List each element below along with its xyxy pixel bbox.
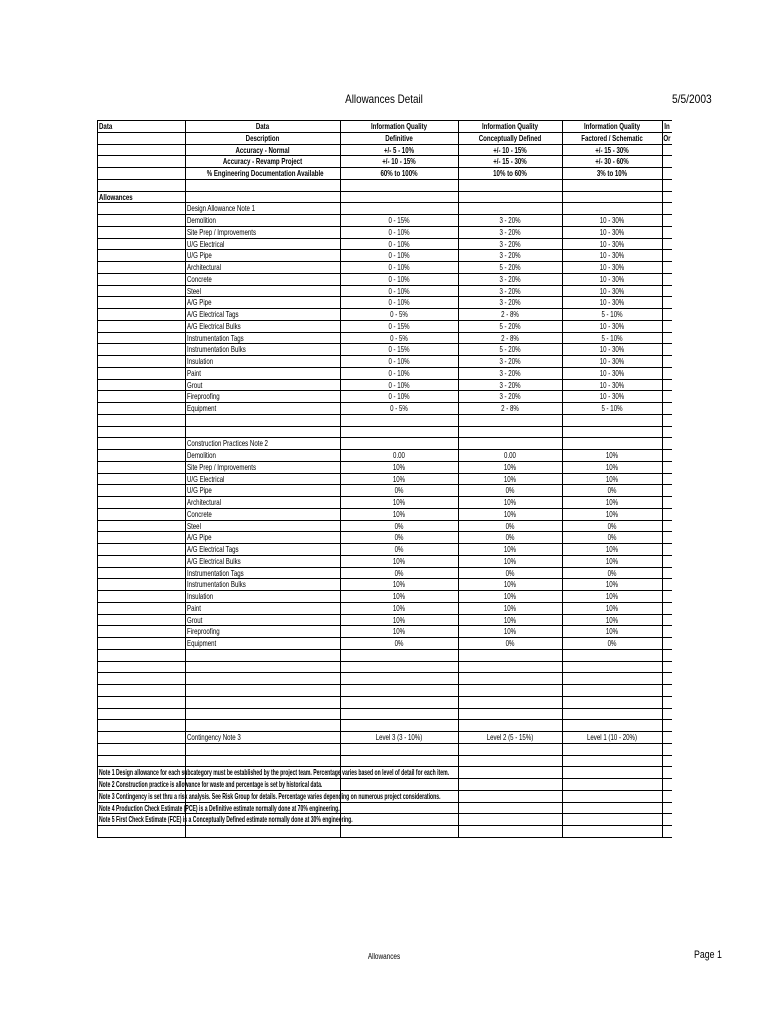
practice-row-conceptual: 10%	[503, 508, 517, 519]
header-cell: Or	[663, 132, 671, 143]
contingency-conceptual: Level 2 (5 - 15%)	[486, 732, 534, 742]
design-row-definitive: 0 - 5%	[390, 403, 408, 413]
header-cell: Accuracy - Revamp Project	[222, 156, 303, 167]
header-cell: +/- 15 - 30%	[493, 156, 527, 167]
practice-row-item: Architectural	[187, 497, 222, 507]
practice-row-conceptual: 0%	[505, 485, 515, 496]
practice-row-conceptual: 0.00	[504, 450, 516, 460]
header-cell: +/- 30 - 60%	[595, 156, 629, 167]
design-row-conceptual: 3 - 20%	[499, 238, 521, 249]
design-row-item: A/G Electrical Tags	[187, 309, 239, 319]
practice-row-item: Concrete	[187, 508, 212, 519]
practice-row-definitive: 0%	[394, 485, 404, 496]
design-row-factored: 10 - 30%	[599, 285, 625, 296]
practice-row-factored: 10%	[605, 450, 619, 460]
design-row-conceptual: 2 - 8%	[501, 309, 519, 319]
design-allowance-title: Design Allowance Note 1	[187, 203, 256, 214]
design-row-factored: 10 - 30%	[599, 344, 625, 355]
design-row-definitive: 0 - 15%	[388, 344, 410, 355]
practice-row-conceptual: 10%	[503, 626, 517, 637]
practice-row-item: A/G Electrical Tags	[187, 544, 239, 554]
design-row-item: Instrumentation Tags	[187, 332, 244, 343]
design-row-definitive: 0 - 10%	[388, 262, 410, 272]
practice-row-item: U/G Pipe	[187, 485, 212, 496]
design-row-definitive: 0 - 5%	[390, 309, 408, 319]
grid-row-line	[97, 696, 672, 697]
design-row-factored: 10 - 30%	[599, 379, 625, 390]
practice-row-factored: 10%	[605, 497, 619, 507]
contingency-definitive: Level 3 (3 - 10%)	[375, 732, 423, 742]
design-row-factored: 10 - 30%	[599, 367, 625, 378]
practice-row-factored: 0%	[607, 520, 617, 531]
design-row-factored: 10 - 30%	[599, 297, 625, 308]
design-row-definitive: 0 - 10%	[388, 226, 410, 237]
header-cell: Description	[245, 132, 280, 143]
design-row-conceptual: 3 - 20%	[499, 285, 521, 296]
practice-row-factored: 0%	[607, 485, 617, 496]
practice-row-definitive: 0.00	[393, 450, 405, 460]
practice-row-item: Equipment	[187, 638, 217, 648]
practice-row-factored: 10%	[605, 602, 619, 613]
design-row-item: Steel	[187, 285, 201, 296]
practice-row-definitive: 10%	[392, 591, 406, 601]
footnote: Note 1 Design allowance for each subcategory must be established by the project team. Percentage varies based on level of detail for each item.	[99, 767, 450, 778]
practice-row-conceptual: 0%	[505, 638, 515, 648]
design-row-factored: 10 - 30%	[599, 250, 625, 261]
design-row-definitive: 0 - 10%	[388, 285, 410, 296]
grid-row-line	[97, 179, 672, 180]
design-row-item: Instrumentation Bulks	[187, 344, 246, 355]
header-cell: 60% to 100%	[380, 168, 418, 178]
construction-practices-title: Construction Practices Note 2	[187, 438, 268, 449]
header-cell: +/- 5 - 10%	[383, 144, 415, 155]
grid-row-line	[97, 649, 672, 650]
practice-row-item: U/G Electrical	[187, 473, 225, 484]
design-row-item: Paint	[187, 367, 201, 378]
design-row-item: A/G Electrical Bulks	[187, 320, 241, 331]
practice-row-definitive: 10%	[392, 626, 406, 637]
design-row-conceptual: 3 - 20%	[499, 273, 521, 284]
practice-row-conceptual: 10%	[503, 614, 517, 625]
design-row-conceptual: 5 - 20%	[499, 344, 521, 355]
design-row-item: U/G Pipe	[187, 250, 212, 261]
practice-row-definitive: 10%	[392, 602, 406, 613]
design-row-factored: 10 - 30%	[599, 215, 625, 225]
header-cell: Data	[99, 121, 113, 131]
practice-row-conceptual: 10%	[503, 579, 517, 590]
practice-row-item: Fireproofing	[187, 626, 220, 637]
practice-row-item: Site Prep / Improvements	[187, 461, 257, 472]
header-cell: % Engineering Documentation Available	[206, 168, 324, 178]
grid-row-line	[97, 426, 672, 427]
practice-row-factored: 10%	[605, 544, 619, 554]
design-row-definitive: 0 - 10%	[388, 273, 410, 284]
practice-row-item: Insulation	[187, 591, 214, 601]
header-cell: 10% to 60%	[493, 168, 527, 178]
grid-row-line	[97, 672, 672, 673]
practice-row-conceptual: 10%	[503, 602, 517, 613]
design-row-conceptual: 3 - 20%	[499, 379, 521, 390]
grid-column-line	[97, 120, 98, 837]
design-row-conceptual: 3 - 20%	[499, 226, 521, 237]
section-label-allowances: Allowances	[99, 191, 133, 202]
header-cell: +/- 10 - 15%	[382, 156, 416, 167]
design-row-definitive: 0 - 10%	[388, 297, 410, 308]
practice-row-conceptual: 10%	[503, 544, 517, 554]
design-row-conceptual: 3 - 20%	[499, 356, 521, 366]
grid-row-line	[97, 661, 672, 662]
design-row-definitive: 0 - 10%	[388, 356, 410, 366]
page-title: Allowances Detail	[345, 92, 423, 106]
grid-row-line	[97, 202, 672, 203]
header-cell: Information Quality	[370, 121, 428, 131]
grid-row-line	[97, 414, 672, 415]
practice-row-factored: 10%	[605, 591, 619, 601]
practice-row-factored: 10%	[605, 461, 619, 472]
design-row-factored: 5 - 10%	[601, 309, 623, 319]
design-row-factored: 10 - 30%	[599, 273, 625, 284]
design-row-conceptual: 3 - 20%	[499, 250, 521, 261]
footnote: Note 4 Production Check Estimate (PCE) is a Definitive estimate normally done at 70% engineering.	[99, 802, 340, 813]
practice-row-definitive: 0%	[394, 567, 404, 578]
design-row-definitive: 0 - 15%	[388, 215, 410, 225]
design-row-factored: 10 - 30%	[599, 226, 625, 237]
practice-row-item: Demolition	[187, 450, 216, 460]
header-cell: In	[664, 121, 670, 131]
practice-row-item: Grout	[187, 614, 203, 625]
design-row-conceptual: 2 - 8%	[501, 332, 519, 343]
design-row-factored: 10 - 30%	[599, 356, 625, 366]
practice-row-definitive: 10%	[392, 614, 406, 625]
header-cell: Conceptually Defined	[478, 132, 542, 143]
design-row-conceptual: 5 - 20%	[499, 320, 521, 331]
design-row-definitive: 0 - 10%	[388, 238, 410, 249]
design-row-item: Site Prep / Improvements	[187, 226, 257, 237]
grid-row-line	[97, 755, 672, 756]
practice-row-factored: 10%	[605, 555, 619, 566]
design-row-item: U/G Electrical	[187, 238, 225, 249]
footer-sheet-name: Allowances	[367, 952, 401, 961]
practice-row-conceptual: 0%	[505, 567, 515, 578]
design-row-conceptual: 3 - 20%	[499, 297, 521, 308]
grid-column-line	[458, 120, 459, 837]
practice-row-conceptual: 10%	[503, 497, 517, 507]
contingency-item: Contingency Note 3	[187, 732, 241, 742]
practice-row-factored: 10%	[605, 626, 619, 637]
grid-row-line	[97, 743, 672, 744]
design-row-definitive: 0 - 10%	[388, 379, 410, 390]
design-row-conceptual: 3 - 20%	[499, 367, 521, 378]
page-date: 5/5/2003	[672, 92, 712, 106]
practice-row-factored: 10%	[605, 614, 619, 625]
header-cell: Information Quality	[583, 121, 641, 131]
grid-row-line	[97, 837, 672, 838]
grid-column-line	[562, 120, 563, 837]
design-row-definitive: 0 - 15%	[388, 320, 410, 331]
design-row-definitive: 0 - 5%	[390, 332, 408, 343]
practice-row-item: A/G Pipe	[187, 532, 212, 543]
header-cell: Accuracy - Normal	[235, 144, 290, 155]
grid-row-line	[97, 191, 672, 192]
grid-column-line	[185, 120, 186, 837]
header-cell: Definitive	[385, 132, 413, 143]
practice-row-item: Instrumentation Tags	[187, 567, 244, 578]
grid-column-line	[340, 120, 341, 837]
design-row-definitive: 0 - 10%	[388, 391, 410, 402]
design-row-factored: 10 - 30%	[599, 262, 625, 272]
practice-row-factored: 10%	[605, 579, 619, 590]
practice-row-definitive: 10%	[392, 508, 406, 519]
footnote: Note 3 Contingency is set thru a risk analysis. See Risk Group for details. Percentage varies depending on numerous project considerations.	[99, 790, 441, 801]
practice-row-definitive: 0%	[394, 532, 404, 543]
design-row-conceptual: 2 - 8%	[501, 403, 519, 413]
grid-row-line	[97, 719, 672, 720]
contingency-factored: Level 1 (10 - 20%)	[586, 732, 637, 742]
header-cell: 3% to 10%	[596, 168, 628, 178]
practice-row-definitive: 0%	[394, 520, 404, 531]
practice-row-item: Steel	[187, 520, 201, 531]
practice-row-definitive: 10%	[392, 555, 406, 566]
practice-row-factored: 0%	[607, 567, 617, 578]
design-row-conceptual: 3 - 20%	[499, 391, 521, 402]
grid-row-line	[97, 825, 672, 826]
practice-row-conceptual: 0%	[505, 520, 515, 531]
practice-row-conceptual: 10%	[503, 461, 517, 472]
design-row-item: A/G Pipe	[187, 297, 212, 308]
practice-row-factored: 10%	[605, 508, 619, 519]
design-row-item: Fireproofing	[187, 391, 220, 402]
grid-row-line	[97, 437, 672, 438]
header-cell: Data	[255, 121, 270, 131]
header-cell: +/- 15 - 30%	[595, 144, 629, 155]
practice-row-conceptual: 10%	[503, 473, 517, 484]
practice-row-item: Instrumentation Bulks	[187, 579, 246, 590]
design-row-factored: 10 - 30%	[599, 391, 625, 402]
design-row-conceptual: 5 - 20%	[499, 262, 521, 272]
grid-row-line	[97, 684, 672, 685]
footnote: Note 2 Construction practice is allowance for waste and percentage is set by historical data.	[99, 779, 323, 789]
design-row-item: Grout	[187, 379, 203, 390]
design-row-factored: 10 - 30%	[599, 320, 625, 331]
practice-row-factored: 0%	[607, 638, 617, 648]
practice-row-definitive: 10%	[392, 473, 406, 484]
header-cell: +/- 10 - 15%	[493, 144, 527, 155]
header-cell: Information Quality	[481, 121, 539, 131]
footer-page-number: Page 1	[694, 949, 722, 961]
design-row-definitive: 0 - 10%	[388, 367, 410, 378]
footnote: Note 5 First Check Estimate (FCE) is a Conceptually Defined estimate normally done at 30% engineering.	[99, 814, 353, 825]
design-row-factored: 5 - 10%	[601, 332, 623, 343]
design-row-item: Architectural	[187, 262, 222, 272]
practice-row-definitive: 0%	[394, 638, 404, 648]
practice-row-factored: 10%	[605, 473, 619, 484]
practice-row-item: Paint	[187, 602, 201, 613]
design-row-item: Demolition	[187, 215, 216, 225]
design-row-item: Equipment	[187, 403, 217, 413]
design-row-definitive: 0 - 10%	[388, 250, 410, 261]
design-row-conceptual: 3 - 20%	[499, 215, 521, 225]
practice-row-conceptual: 10%	[503, 591, 517, 601]
grid-column-line	[662, 120, 663, 837]
design-row-factored: 5 - 10%	[601, 403, 623, 413]
practice-row-definitive: 10%	[392, 579, 406, 590]
design-row-factored: 10 - 30%	[599, 238, 625, 249]
practice-row-conceptual: 10%	[503, 555, 517, 566]
allowances-table	[97, 120, 672, 840]
header-cell: Factored / Schematic	[581, 132, 643, 143]
design-row-item: Concrete	[187, 273, 212, 284]
practice-row-conceptual: 0%	[505, 532, 515, 543]
grid-row-line	[97, 708, 672, 709]
practice-row-definitive: 10%	[392, 461, 406, 472]
practice-row-item: A/G Electrical Bulks	[187, 555, 241, 566]
practice-row-definitive: 10%	[392, 497, 406, 507]
design-row-item: Insulation	[187, 356, 214, 366]
practice-row-definitive: 0%	[394, 544, 404, 554]
practice-row-factored: 0%	[607, 532, 617, 543]
